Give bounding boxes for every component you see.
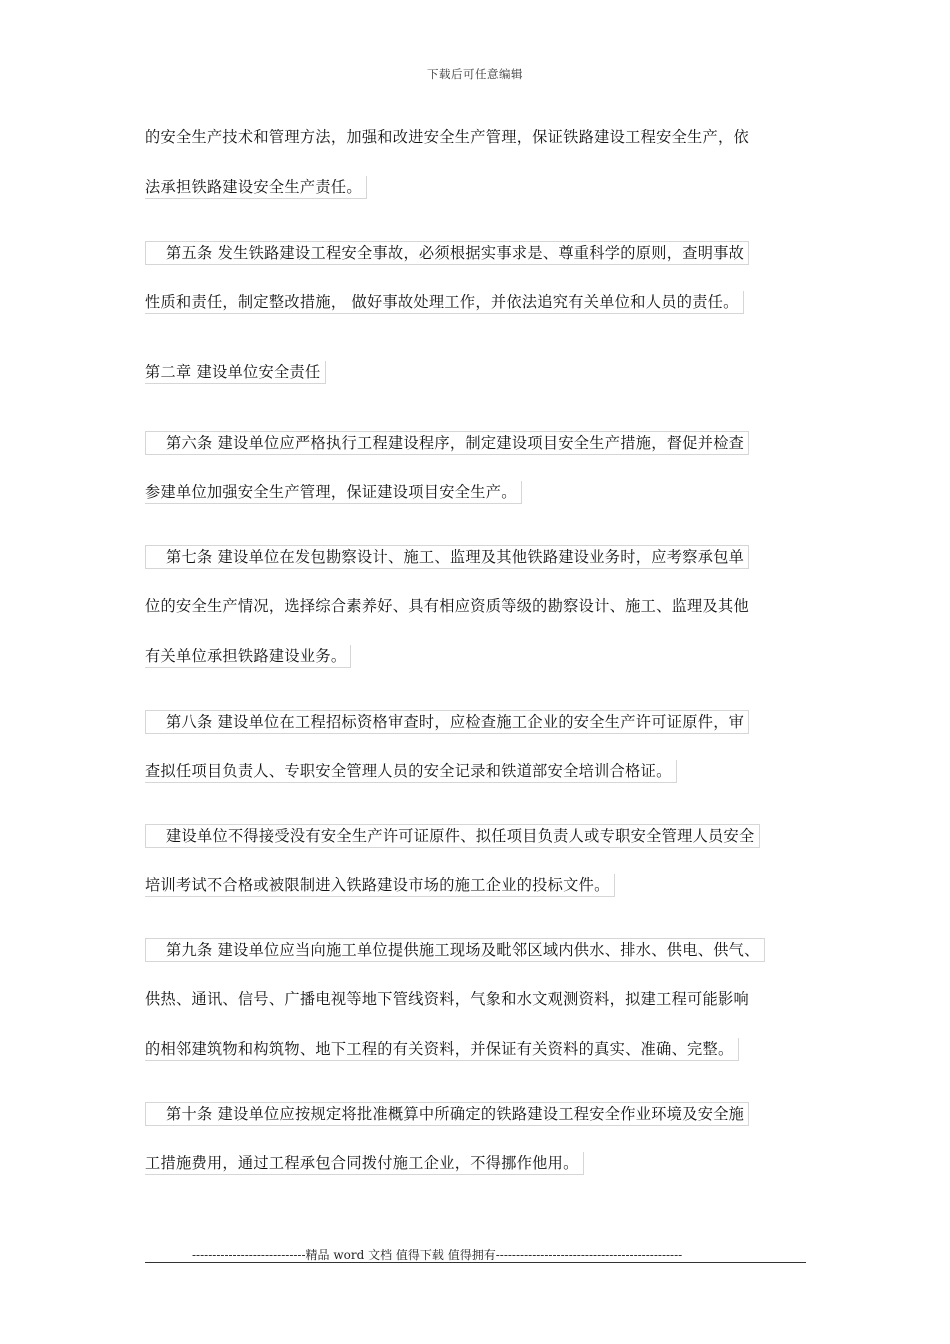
article-9-line: 的相邻建筑物和构筑物、地下工程的有关资料，并保证有关资料的真实、准确、完整。 — [145, 1038, 739, 1061]
paragraph-line: 法承担铁路建设安全生产责任。 — [145, 176, 367, 199]
article-8-continued-line: 培训考试不合格或被限制进入铁路建设市场的施工企业的投标文件。 — [145, 874, 615, 897]
article-9-line: 第九条 建设单位应当向施工单位提供施工现场及毗邻区域内供水、排水、供电、供气、 — [145, 938, 765, 962]
page-header-note: 下载后可任意编辑 — [427, 67, 523, 81]
article-7-line: 第七条 建设单位在发包勘察设计、施工、监理及其他铁路建设业务时，应考察承包单 — [145, 545, 749, 569]
article-8-continued-line: 建设单位不得接受没有安全生产许可证原件、拟任项目负责人或专职安全管理人员安全 — [145, 824, 760, 848]
article-7-line: 位的安全生产情况，选择综合素养好、具有相应资质等级的勘察设计、施工、监理及其他 — [145, 597, 750, 615]
footer-divider — [145, 1262, 806, 1263]
article-8-line: 查拟任项目负责人、专职安全管理人员的安全记录和铁道部安全培训合格证。 — [145, 760, 677, 783]
article-8-line: 第八条 建设单位在工程招标资格审查时，应检查施工企业的安全生产许可证原件，审 — [145, 710, 749, 734]
article-10-line: 第十条 建设单位应按规定将批准概算中所确定的铁路建设工程安全作业环境及安全施 — [145, 1102, 749, 1126]
page-footer-text: ----------------------------精品 word 文档 值得下载 值得拥有---------------------------------------------- — [192, 1248, 683, 1262]
paragraph-line: 的安全生产技术和管理方法，加强和改进安全生产管理，保证铁路建设工程安全生产，依 — [145, 128, 750, 146]
article-6-line: 参建单位加强安全生产管理，保证建设项目安全生产。 — [145, 481, 522, 504]
article-5-line: 性质和责任，制定整改措施， 做好事故处理工作，并依法追究有关单位和人员的责任。 — [145, 291, 744, 314]
article-6-line: 第六条 建设单位应严格执行工程建设程序，制定建设项目安全生产措施，督促并检查 — [145, 431, 749, 455]
article-5-line: 第五条 发生铁路建设工程安全事故，必须根据实事求是、尊重科学的原则，查明事故 — [145, 241, 749, 265]
chapter-heading: 第二章 建设单位安全责任 — [145, 361, 326, 384]
article-9-line: 供热、通讯、信号、广播电视等地下管线资料，气象和水文观测资料，拟建工程可能影响 — [145, 990, 750, 1008]
article-7-line: 有关单位承担铁路建设业务。 — [145, 645, 351, 668]
article-10-line: 工措施费用，通过工程承包合同拨付施工企业，不得挪作他用。 — [145, 1152, 584, 1175]
